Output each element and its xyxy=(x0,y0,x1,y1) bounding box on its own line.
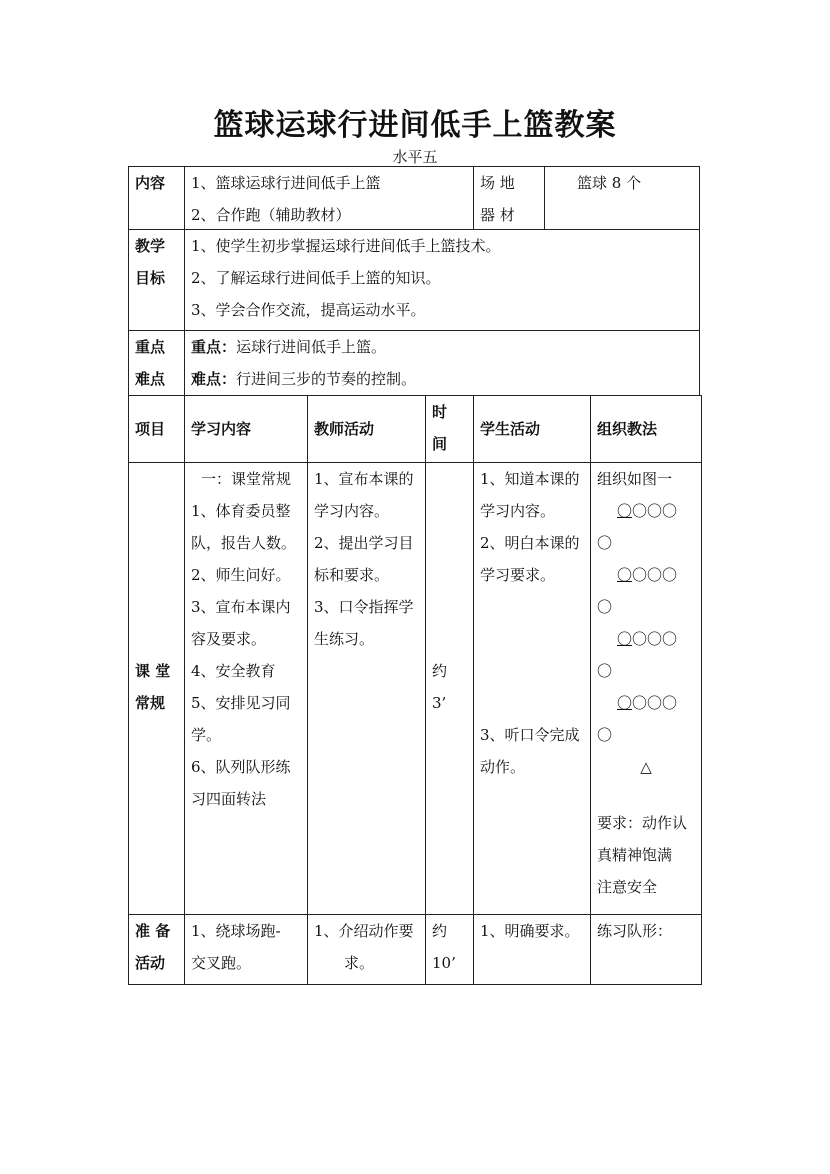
row-warmup-student xyxy=(473,914,591,985)
routine-content-line: 4、安全教育 xyxy=(191,662,276,680)
routine-student-line: 学习要求。 xyxy=(480,566,556,584)
goal-item: 1、使学生初步掌握运球行进间低手上篮技术。 xyxy=(191,237,501,255)
difficulty-point xyxy=(191,363,693,395)
routine-content-line: 3、宣布本课内 xyxy=(191,598,291,616)
row-routine-teacher xyxy=(307,462,426,915)
venue-value-cell xyxy=(544,166,700,230)
venue-label: 场 地 xyxy=(480,174,515,192)
routine-content-line: 习四面转法 xyxy=(191,790,267,808)
row-warmup-time xyxy=(425,914,474,985)
formation-circle-icon: 〇 xyxy=(617,566,633,584)
header-content-label: 学习内容 xyxy=(191,420,252,438)
key-label-2: 难点 xyxy=(135,370,166,388)
routine-content-line: 2、师生问好。 xyxy=(191,566,291,584)
goal-label-1: 教学 xyxy=(135,237,166,255)
warmup-organize-line: 练习队形： xyxy=(597,922,673,940)
row-warmup-teacher xyxy=(307,914,426,985)
routine-student-line: 3、听口令完成 xyxy=(480,726,580,744)
routine-content-line: 容及要求。 xyxy=(191,630,267,648)
routine-content-line: 5、安排见习同 xyxy=(191,694,291,712)
warmup-student-line: 1、明确要求。 xyxy=(480,922,580,940)
formation-row xyxy=(597,559,695,591)
formation-row xyxy=(597,687,695,719)
warmup-content-line: 1、绕球场跑- xyxy=(191,922,281,940)
header-time-2: 间 xyxy=(432,435,448,453)
key-points-cell xyxy=(184,330,700,396)
venue-label-cell xyxy=(473,166,545,230)
routine-content-line: 一：课堂常规 xyxy=(201,470,292,488)
row-routine-organize xyxy=(590,462,702,915)
routine-time-2: 3’ xyxy=(432,694,447,712)
formation-tail: 〇 xyxy=(597,598,613,616)
routine-teacher-line: 生练习。 xyxy=(314,630,375,648)
row-warmup-item xyxy=(128,914,185,985)
key-point-label: 重点： xyxy=(191,338,237,356)
formation-circle-icon: 〇 xyxy=(617,694,633,712)
routine-item-1: 课 堂 xyxy=(135,662,171,680)
formation-circles-icon: 〇〇〇 xyxy=(632,502,678,520)
formation-tail: 〇 xyxy=(597,534,613,552)
equipment-label: 器 材 xyxy=(480,206,515,224)
header-organize xyxy=(590,395,702,463)
routine-content-line: 1、体育委员整 xyxy=(191,502,291,520)
header-organize-label: 组织教法 xyxy=(597,420,658,438)
organize-intro: 组织如图一 xyxy=(597,470,673,488)
header-student-label: 学生活动 xyxy=(480,420,541,438)
formation-tail: 〇 xyxy=(597,726,613,744)
warmup-item-2: 活动 xyxy=(135,954,166,972)
formation-circles-icon: 〇〇〇 xyxy=(632,630,678,648)
header-time xyxy=(425,395,474,463)
row-warmup-content xyxy=(184,914,308,985)
routine-teacher-line: 3、口令指挥学 xyxy=(314,598,414,616)
formation-circles-icon: 〇〇〇 xyxy=(632,694,678,712)
goal-items-cell xyxy=(184,229,700,331)
routine-content-line: 6、队列队形练 xyxy=(191,758,291,776)
header-teacher xyxy=(307,395,426,463)
routine-time-1: 约 xyxy=(432,662,448,680)
page-title: 篮球运球行进间低手上篮教案 xyxy=(213,108,617,143)
routine-student-line: 1、知道本课的 xyxy=(480,470,580,488)
key-label-1: 重点 xyxy=(135,338,166,356)
difficulty-text: 行进间三步的节奏的控制。 xyxy=(236,370,417,388)
goal-item: 3、学会合作交流，提高运动水平。 xyxy=(191,301,426,319)
formation-tail: 〇 xyxy=(597,662,613,680)
row-routine-time xyxy=(425,462,474,915)
venue-value: 篮球 8 个 xyxy=(577,174,642,192)
teacher-triangle-icon: △ xyxy=(640,758,652,776)
header-teacher-label: 教师活动 xyxy=(314,420,375,438)
warmup-content-line: 交叉跑。 xyxy=(191,954,252,972)
goal-label-2: 目标 xyxy=(135,269,166,287)
row-warmup-organize xyxy=(590,914,702,985)
formation-row xyxy=(597,623,695,655)
difficulty-label: 难点： xyxy=(191,370,237,388)
formation-circle-icon: 〇 xyxy=(617,502,633,520)
routine-content-line: 学。 xyxy=(191,726,222,744)
requirement-line: 注意安全 xyxy=(597,878,658,896)
content-item: 2、合作跑（辅助教材） xyxy=(191,206,351,224)
header-content xyxy=(184,395,308,463)
row-routine-student xyxy=(473,462,591,915)
header-item-label: 项目 xyxy=(135,420,166,438)
page-subtitle: 水平五 xyxy=(392,148,438,166)
warmup-item-1: 准 备 xyxy=(135,922,171,940)
row-routine-content xyxy=(184,462,308,915)
routine-student-line: 学习内容。 xyxy=(480,502,556,520)
warmup-teacher-line: 求。 xyxy=(344,954,375,972)
content-label: 内容 xyxy=(135,174,166,192)
key-label-cell xyxy=(128,330,185,396)
warmup-time-1: 约 xyxy=(432,922,448,940)
routine-teacher-line: 标和要求。 xyxy=(314,566,390,584)
key-point-text: 运球行进间低手上篮。 xyxy=(236,338,387,356)
content-label-cell xyxy=(128,166,185,230)
warmup-time-2: 10’ xyxy=(432,954,456,972)
routine-item-2: 常规 xyxy=(135,694,166,712)
content-items-cell xyxy=(184,166,474,230)
warmup-teacher-line: 1、介绍动作要 xyxy=(314,922,414,940)
header-time-1: 时 xyxy=(432,403,448,421)
key-point xyxy=(191,331,693,363)
formation-circle-icon: 〇 xyxy=(617,630,633,648)
row-routine-item xyxy=(128,462,185,915)
routine-teacher-line: 学习内容。 xyxy=(314,502,390,520)
routine-content-line: 队，报告人数。 xyxy=(191,534,297,552)
routine-student-line: 2、明白本课的 xyxy=(480,534,580,552)
formation-row xyxy=(597,495,695,527)
content-item: 1、篮球运球行进间低手上篮 xyxy=(191,174,381,192)
requirement-line: 要求：动作认 xyxy=(597,814,688,832)
goal-item: 2、了解运球行进间低手上篮的知识。 xyxy=(191,269,441,287)
formation-circles-icon: 〇〇〇 xyxy=(632,566,678,584)
routine-teacher-line: 1、宣布本课的 xyxy=(314,470,414,488)
requirement-line: 真精神饱满 xyxy=(597,846,673,864)
routine-student-line: 动作。 xyxy=(480,758,526,776)
header-item xyxy=(128,395,185,463)
routine-teacher-line: 2、提出学习目 xyxy=(314,534,414,552)
header-student xyxy=(473,395,591,463)
goal-label-cell xyxy=(128,229,185,331)
